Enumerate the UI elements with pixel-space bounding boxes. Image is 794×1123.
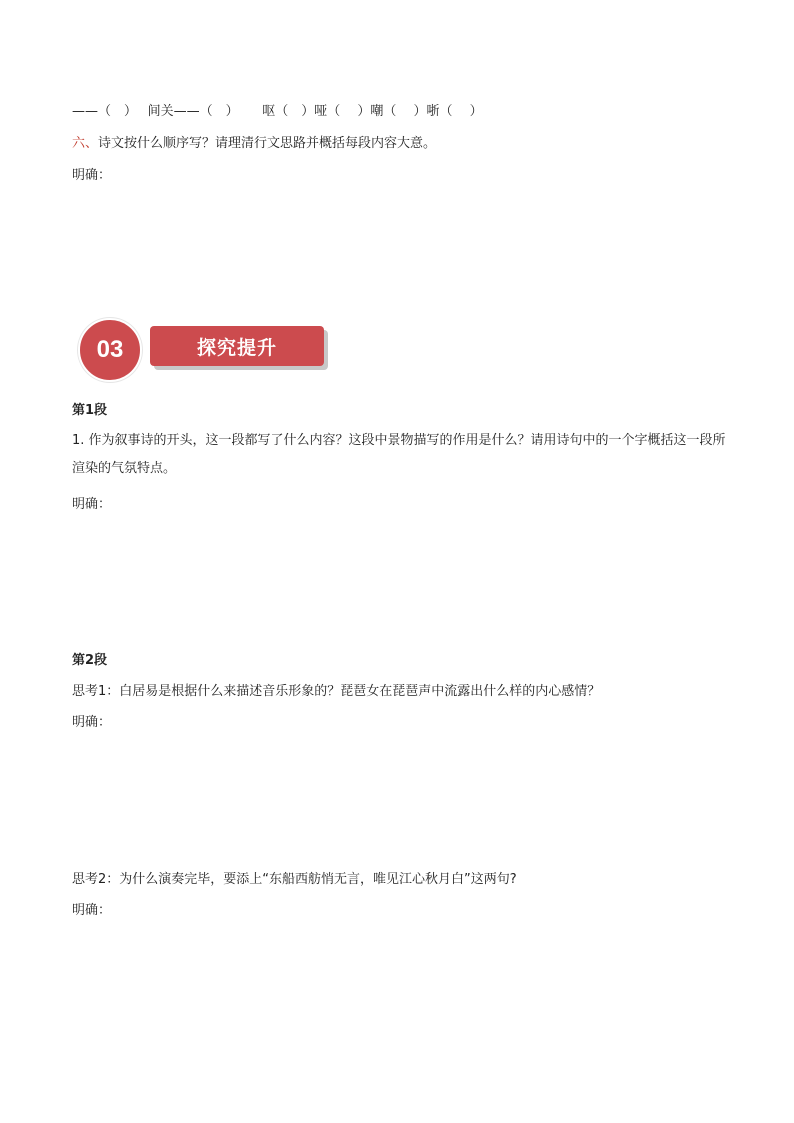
- para2-think1: 思考1：白居易是根据什么来描述音乐形象的？琵琶女在琵琶声中流露出什么样的内心感情？: [72, 684, 601, 699]
- question-6-text: 诗文按什么顺序写？请理清行文思路并概括每段内容大意。: [98, 136, 437, 151]
- section-number-badge: [78, 318, 142, 382]
- answer-label-think2: 明确：: [72, 903, 112, 918]
- answer-label-think1: 明确：: [72, 715, 112, 730]
- section-title: 探究提升: [196, 336, 277, 359]
- para2-heading: 第2段: [72, 653, 108, 668]
- para1-question: 1. 作为叙事诗的开头，这一段都写了什么内容？这段中景物描写的作用是什么？请用诗句中的一个字概括这一段所渲染的气氛特点。: [72, 433, 726, 476]
- answer-label-para1: 明确：: [72, 497, 112, 512]
- para2-think2: 思考2：为什么演奏完毕，要添上“东船西舫悄无言，唯见江心秋月白”这两句?: [72, 872, 517, 887]
- section-banner: [76, 316, 336, 386]
- answer-label-q6: 明确：: [72, 168, 112, 183]
- section-title-bar: [150, 326, 324, 366]
- section-number: 03: [96, 336, 124, 363]
- question-6-number: 六、: [72, 136, 99, 151]
- fill-in-line: ——（ ） 间关——（ ） 呕（ ）哑（ ）嘲（ ）哳（ ）: [72, 104, 483, 119]
- para1-heading: 第1段: [72, 403, 108, 418]
- question-6: [72, 135, 436, 153]
